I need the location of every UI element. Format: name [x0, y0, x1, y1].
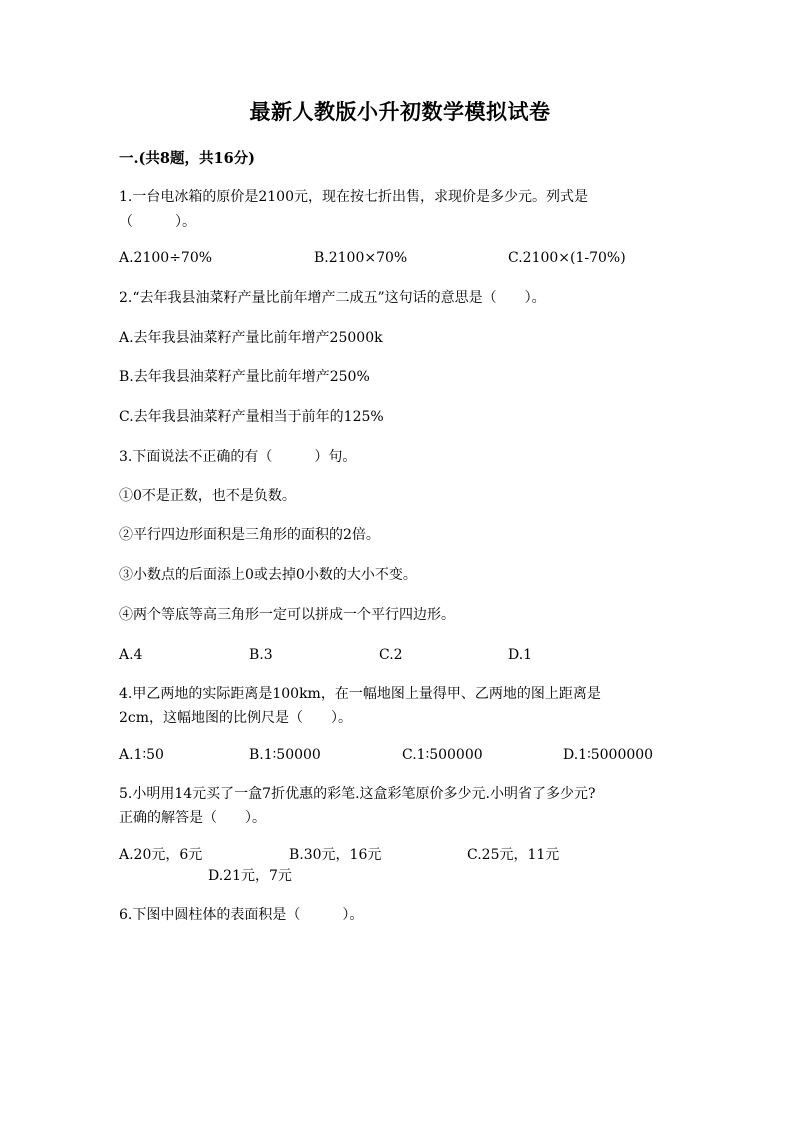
question-3-option-c[interactable]: C.2 [379, 647, 403, 663]
question-3-option-d[interactable]: D.1 [508, 647, 533, 663]
question-4-stem-line2: 2cm，这幅地图的比例尺是（ ）。 [119, 710, 353, 726]
question-5-option-c[interactable]: C.25元，11元 [467, 847, 560, 863]
question-6-stem: 6.下图中圆柱体的表面积是（ ）。 [119, 907, 364, 923]
question-3-stem: 3.下面说法不正确的有（ ）句。 [119, 449, 357, 465]
question-3-statement-1: ①0不是正数，也不是负数。 [119, 488, 296, 504]
question-2-stem: 2.“去年我县油菜籽产量比前年增产二成五”这句话的意思是（ ）。 [119, 290, 546, 306]
question-4-option-a[interactable]: A.1∶50 [119, 747, 164, 763]
question-4-option-d[interactable]: D.1∶5000000 [563, 747, 654, 763]
exam-title: 最新人教版小升初数学模拟试卷 [249, 99, 551, 124]
question-5-option-a[interactable]: A.20元，6元 [119, 847, 203, 863]
question-1-option-a[interactable]: A.2100÷70% [119, 250, 213, 266]
question-4-option-b[interactable]: B.1∶50000 [249, 747, 321, 763]
question-3-statement-2: ②平行四边形面积是三角形的面积的2倍。 [119, 527, 380, 543]
question-2-option-b[interactable]: B.去年我县油菜籽产量比前年增产250% [119, 369, 370, 385]
question-5-stem-line2: 正确的解答是（ ）。 [119, 810, 266, 826]
question-1-option-b[interactable]: B.2100×70% [314, 250, 408, 266]
question-1-stem-line1: 1.一台电冰箱的原价是2100元，现在按七折出售，求现价是多少元。列式是 [119, 189, 588, 205]
question-5-option-d[interactable]: D.21元，7元 [208, 868, 292, 884]
question-1-option-c[interactable]: C.2100×(1-70%) [508, 250, 626, 266]
question-4-option-c[interactable]: C.1∶500000 [402, 747, 483, 763]
question-3-option-a[interactable]: A.4 [119, 647, 143, 663]
question-5-stem-line1: 5.小明用14元买了一盒7折优惠的彩笔.这盒彩笔原价多少元.小明省了多少元? [119, 786, 596, 802]
question-2-option-c[interactable]: C.去年我县油菜籽产量相当于前年的125% [119, 409, 384, 425]
question-3-statement-3: ③小数点的后面添上0或去掉0小数的大小不变。 [119, 567, 417, 583]
section-heading: 一.(共8题，共16分) [119, 150, 256, 167]
question-2-option-a[interactable]: A.去年我县油菜籽产量比前年增产25000k [119, 330, 383, 346]
question-3-statement-4: ④两个等底等高三角形一定可以拼成一个平行四边形。 [119, 607, 455, 623]
question-5-option-b[interactable]: B.30元，16元 [289, 847, 382, 863]
question-4-stem-line1: 4.甲乙两地的实际距离是100km，在一幅地图上量得甲、乙两地的图上距离是 [119, 686, 601, 702]
question-1-stem-line2: （ ）。 [119, 214, 196, 230]
question-3-option-b[interactable]: B.3 [249, 647, 273, 663]
